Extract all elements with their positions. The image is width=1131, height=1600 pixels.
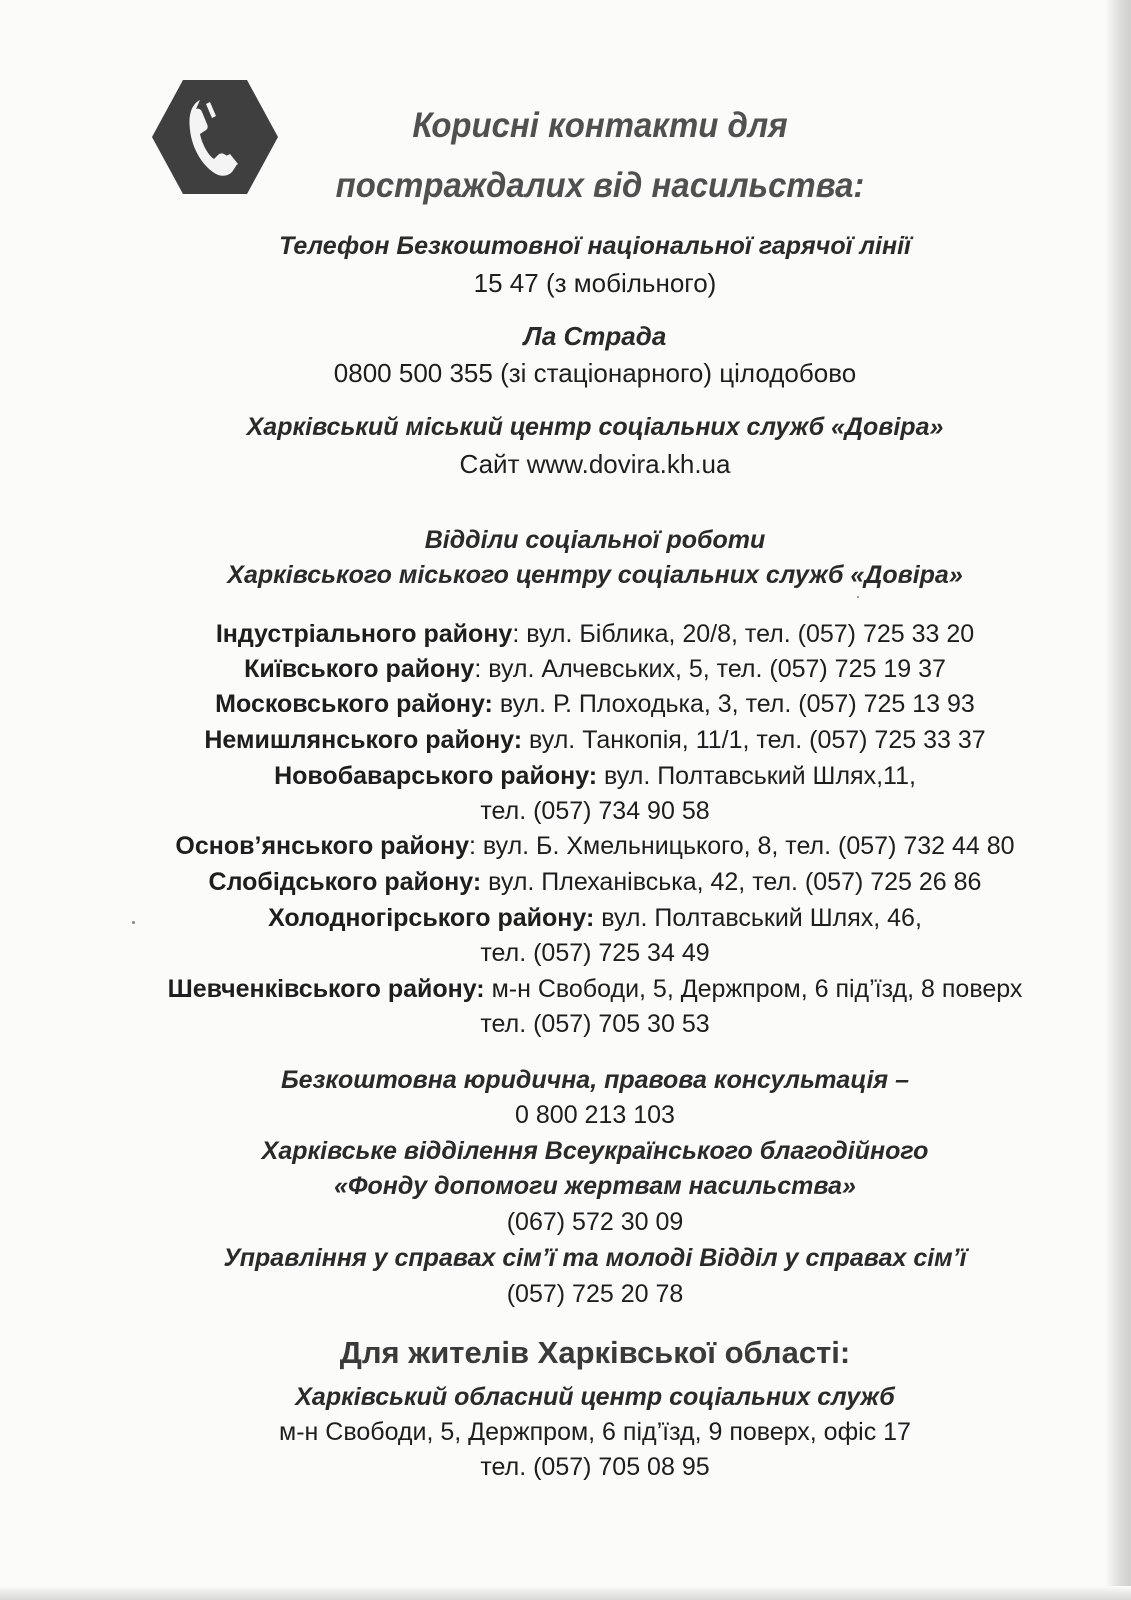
department-address: м-н Свободи, 5, Держпром, 6 під’їзд, 8 поверх (484, 975, 1023, 1003)
departments-subheading: Харківського міського центру соціальних служб «Довіра» (227, 561, 963, 589)
fund-name: Харківське відділення Всеукраїнського благодійного (261, 1137, 929, 1165)
fund-name-2: «Фонду допомоги жертвам насильства» (334, 1172, 856, 1200)
department-address: вул. Плеханівська, 42, тел. (057) 725 26 86 (481, 868, 982, 896)
department-item (100, 690, 1090, 719)
hotline-phone: 15 47 (з мобільного) (473, 268, 717, 298)
department-phone: тел. (057) 734 90 58 (480, 797, 710, 825)
department-item (100, 868, 1090, 897)
family-phone: (057) 725 20 78 (506, 1280, 684, 1308)
scan-edge (1105, 0, 1131, 1600)
departments-heading: Відділи соціальної роботи (424, 526, 766, 554)
dovira-name: Харківський міський центр соціальних служб «Довіра» (246, 413, 944, 441)
family-name: Управління у справах сім’ї та молоді Відділ у справах сім’ї (223, 1244, 967, 1272)
department-item (100, 762, 1090, 791)
scan-edge (0, 1586, 1131, 1600)
department-item (100, 975, 1090, 1004)
department-item (100, 726, 1090, 755)
phone-icon (150, 78, 280, 196)
region-phone: тел. (057) 705 08 95 (480, 1453, 710, 1481)
department-address: вул. Алчевських, 5, тел. (057) 725 19 37 (481, 655, 946, 683)
department-label: Московського району: (215, 690, 493, 718)
department-separator: : (474, 655, 482, 683)
print-speck (857, 596, 859, 598)
print-speck (132, 921, 135, 924)
department-label: Київського району (244, 655, 475, 683)
department-item (100, 620, 1090, 649)
department-address: вул. Полтавський Шлях,11, (597, 762, 916, 790)
department-address: вул. Р. Плоходька, 3, тел. (057) 725 13 93 (492, 690, 975, 718)
department-address: вул. Полтавський Шлях, 46, (594, 904, 922, 932)
department-label: Немишлянського району: (204, 726, 523, 754)
region-center-name: Харківський обласний центр соціальних служб (295, 1383, 895, 1411)
department-label: Слобідського району: (208, 868, 482, 896)
department-label: Основ’янського району (175, 832, 469, 860)
department-label: Холодногірського району: (268, 904, 595, 932)
department-address: вул. Танкопія, 11/1, тел. (057) 725 33 37 (522, 726, 986, 754)
dovira-site: Сайт www.dovira.kh.ua (459, 449, 731, 479)
la-strada-name: Ла Страда (523, 321, 667, 351)
department-phone: тел. (057) 705 30 53 (480, 1010, 710, 1038)
department-item (100, 655, 1090, 684)
region-heading: Для жителів Харківської області: (339, 1335, 851, 1370)
department-item (100, 832, 1090, 861)
hotline-name: Телефон Безкоштовної національної гарячої лінії (279, 232, 911, 260)
department-address: вул. Б. Хмельницького, 8, тел. (057) 732 44 80 (475, 832, 1015, 860)
region-address: м-н Свободи, 5, Держпром, 6 під’їзд, 9 поверх, офіс 17 (279, 1418, 911, 1446)
page-title: Корисні контакти для постраждалих від насильства: (335, 106, 865, 205)
la-strada-phone: 0800 500 355 (зі стаціонарного) цілодобово (333, 358, 857, 388)
department-separator: : (512, 620, 520, 648)
fund-phone: (067) 572 30 09 (506, 1208, 684, 1236)
legal-phone: 0 800 213 103 (515, 1101, 675, 1129)
department-label: Новобаварського району: (274, 762, 598, 790)
department-label: Індустріального району (215, 620, 513, 648)
department-label: Шевченківського району: (167, 975, 485, 1003)
department-address: вул. Біблика, 20/8, тел. (057) 725 33 20 (519, 620, 975, 648)
legal-name: Безкоштовна юридична, правова консультація – (280, 1066, 909, 1094)
department-item (100, 904, 1090, 933)
department-separator: : (469, 832, 476, 860)
department-phone: тел. (057) 725 34 49 (480, 939, 710, 967)
